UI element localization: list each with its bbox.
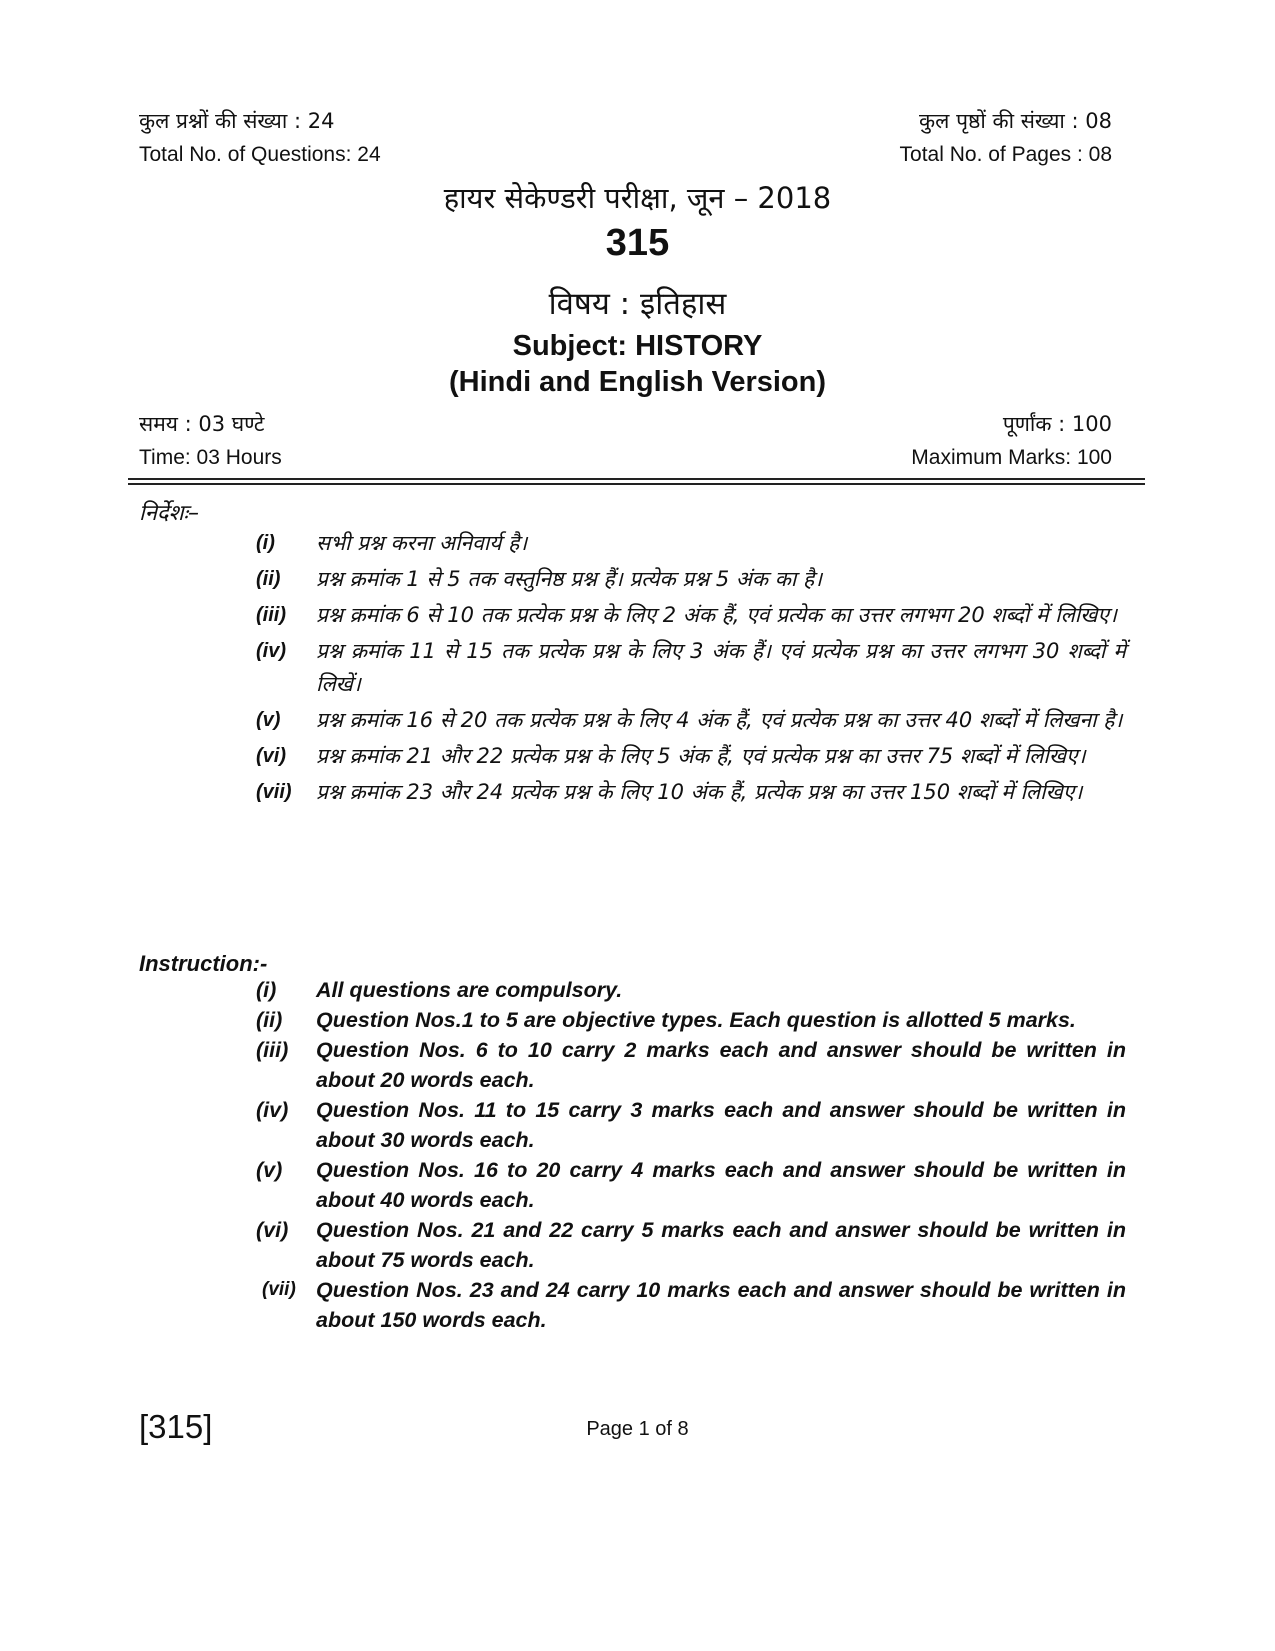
item-text: Question Nos. 11 to 15 carry 3 marks each and answer should be written in about 30 words each.: [316, 1098, 1126, 1152]
instructions-heading-hindi: निर्देशः–: [139, 501, 199, 526]
item-text: प्रश्न क्रमांक 6 से 10 तक प्रत्येक प्रश्न के लिए 2 अंक हैं, एवं प्रत्येक का उत्तर लगभग 20 शब्दों में लिखिए।: [316, 603, 1117, 627]
list-item: [256, 1155, 1126, 1215]
list-item: [256, 1035, 1126, 1095]
list-item: [256, 563, 1126, 596]
total-pages-english: Total No. of Pages : 08: [899, 143, 1112, 166]
item-number: (vii): [262, 1279, 296, 1300]
item-number: (vii): [256, 781, 292, 803]
list-item: [256, 975, 1126, 1005]
subject-english: Subject: HISTORY: [512, 330, 763, 362]
item-text: प्रश्न क्रमांक 1 से 5 तक वस्तुनिष्ठ प्रश्न हैं। प्रत्येक प्रश्न 5 अंक का है।: [316, 567, 823, 591]
list-item: [256, 1275, 1126, 1335]
max-marks-hindi: पूर्णांक : 100: [1002, 412, 1112, 436]
total-pages-hindi: कुल पृष्ठों की संख्या : 08: [919, 109, 1112, 133]
item-number: (iv): [256, 1098, 289, 1122]
total-questions-hindi: कुल प्रश्नों की संख्या : 24: [139, 109, 335, 133]
item-number: (iii): [256, 604, 286, 626]
list-item: [256, 740, 1126, 773]
total-questions-english: Total No. of Questions: 24: [139, 143, 381, 166]
item-number: (ii): [256, 568, 281, 590]
item-text: सभी प्रश्न करना अनिवार्य है।: [316, 531, 528, 555]
item-text: प्रश्न क्रमांक 16 से 20 तक प्रत्येक प्रश्न के लिए 4 अंक हैं, एवं प्रत्येक प्रश्न का उत्तर 40 शब्दों में लिखना है।: [316, 708, 1123, 732]
list-item: [256, 1215, 1126, 1275]
list-item: [256, 704, 1126, 737]
list-item: [256, 1095, 1126, 1155]
item-text: Question Nos. 6 to 10 carry 2 marks each and answer should be written in about 20 words each.: [316, 1038, 1126, 1092]
instructions-heading-english: Instruction:-: [139, 951, 268, 976]
divider-line: [128, 483, 1145, 485]
item-number: (i): [256, 978, 277, 1002]
divider-line: [128, 478, 1145, 480]
paper-code: 315: [605, 222, 670, 264]
item-text: Question Nos. 16 to 20 carry 4 marks each and answer should be written in about 40 words each.: [316, 1158, 1126, 1212]
item-text: प्रश्न क्रमांक 23 और 24 प्रत्येक प्रश्न के लिए 10 अंक हैं, प्रत्येक प्रश्न का उत्तर 150 शब्दों में लिखिए।: [316, 780, 1083, 804]
footer-paper-code: [315]: [139, 1408, 213, 1445]
max-marks-english: Maximum Marks: 100: [911, 446, 1112, 469]
subject-hindi: विषय : इतिहास: [548, 286, 727, 322]
item-number: (i): [256, 532, 275, 554]
item-text: All questions are compulsory.: [316, 978, 623, 1002]
time-hindi: समय : 03 घण्टे: [139, 412, 265, 436]
item-number: (ii): [256, 1008, 283, 1032]
page-number: Page 1 of 8: [586, 1418, 689, 1440]
instructions-list-hindi: [256, 527, 1126, 812]
item-text: Question Nos. 23 and 24 carry 10 marks each and answer should be written in about 150 words each.: [316, 1278, 1126, 1332]
list-item: [256, 776, 1126, 809]
item-text: प्रश्न क्रमांक 21 और 22 प्रत्येक प्रश्न के लिए 5 अंक हैं, एवं प्रत्येक प्रश्न का उत्तर 75 शब्दों में लिखिए।: [316, 744, 1086, 768]
version-note: (Hindi and English Version): [448, 366, 827, 398]
time-english: Time: 03 Hours: [139, 446, 282, 469]
item-text: Question Nos. 21 and 22 carry 5 marks each and answer should be written in about 75 words each.: [316, 1218, 1126, 1272]
item-number: (v): [256, 709, 281, 731]
item-number: (vi): [256, 745, 286, 767]
list-item: [256, 599, 1126, 632]
item-text: प्रश्न क्रमांक 11 से 15 तक प्रत्येक प्रश्न के लिए 3 अंक हैं। एवं प्रत्येक प्रश्न का उत्तर लगभग 30 शब्दों में लिखें।: [316, 639, 1126, 696]
instructions-list-english: [256, 975, 1126, 1335]
item-number: (v): [256, 1158, 283, 1182]
item-number: (iii): [256, 1038, 289, 1062]
list-item: [256, 527, 1126, 560]
item-number: (vi): [256, 1218, 289, 1242]
item-text: Question Nos.1 to 5 are objective types. Each question is allotted 5 marks.: [316, 1008, 1076, 1032]
list-item: [256, 1005, 1126, 1035]
exam-title: हायर सेकेण्डरी परीक्षा, जून – 2018: [443, 181, 832, 215]
list-item: [256, 635, 1126, 701]
item-number: (iv): [256, 640, 286, 662]
